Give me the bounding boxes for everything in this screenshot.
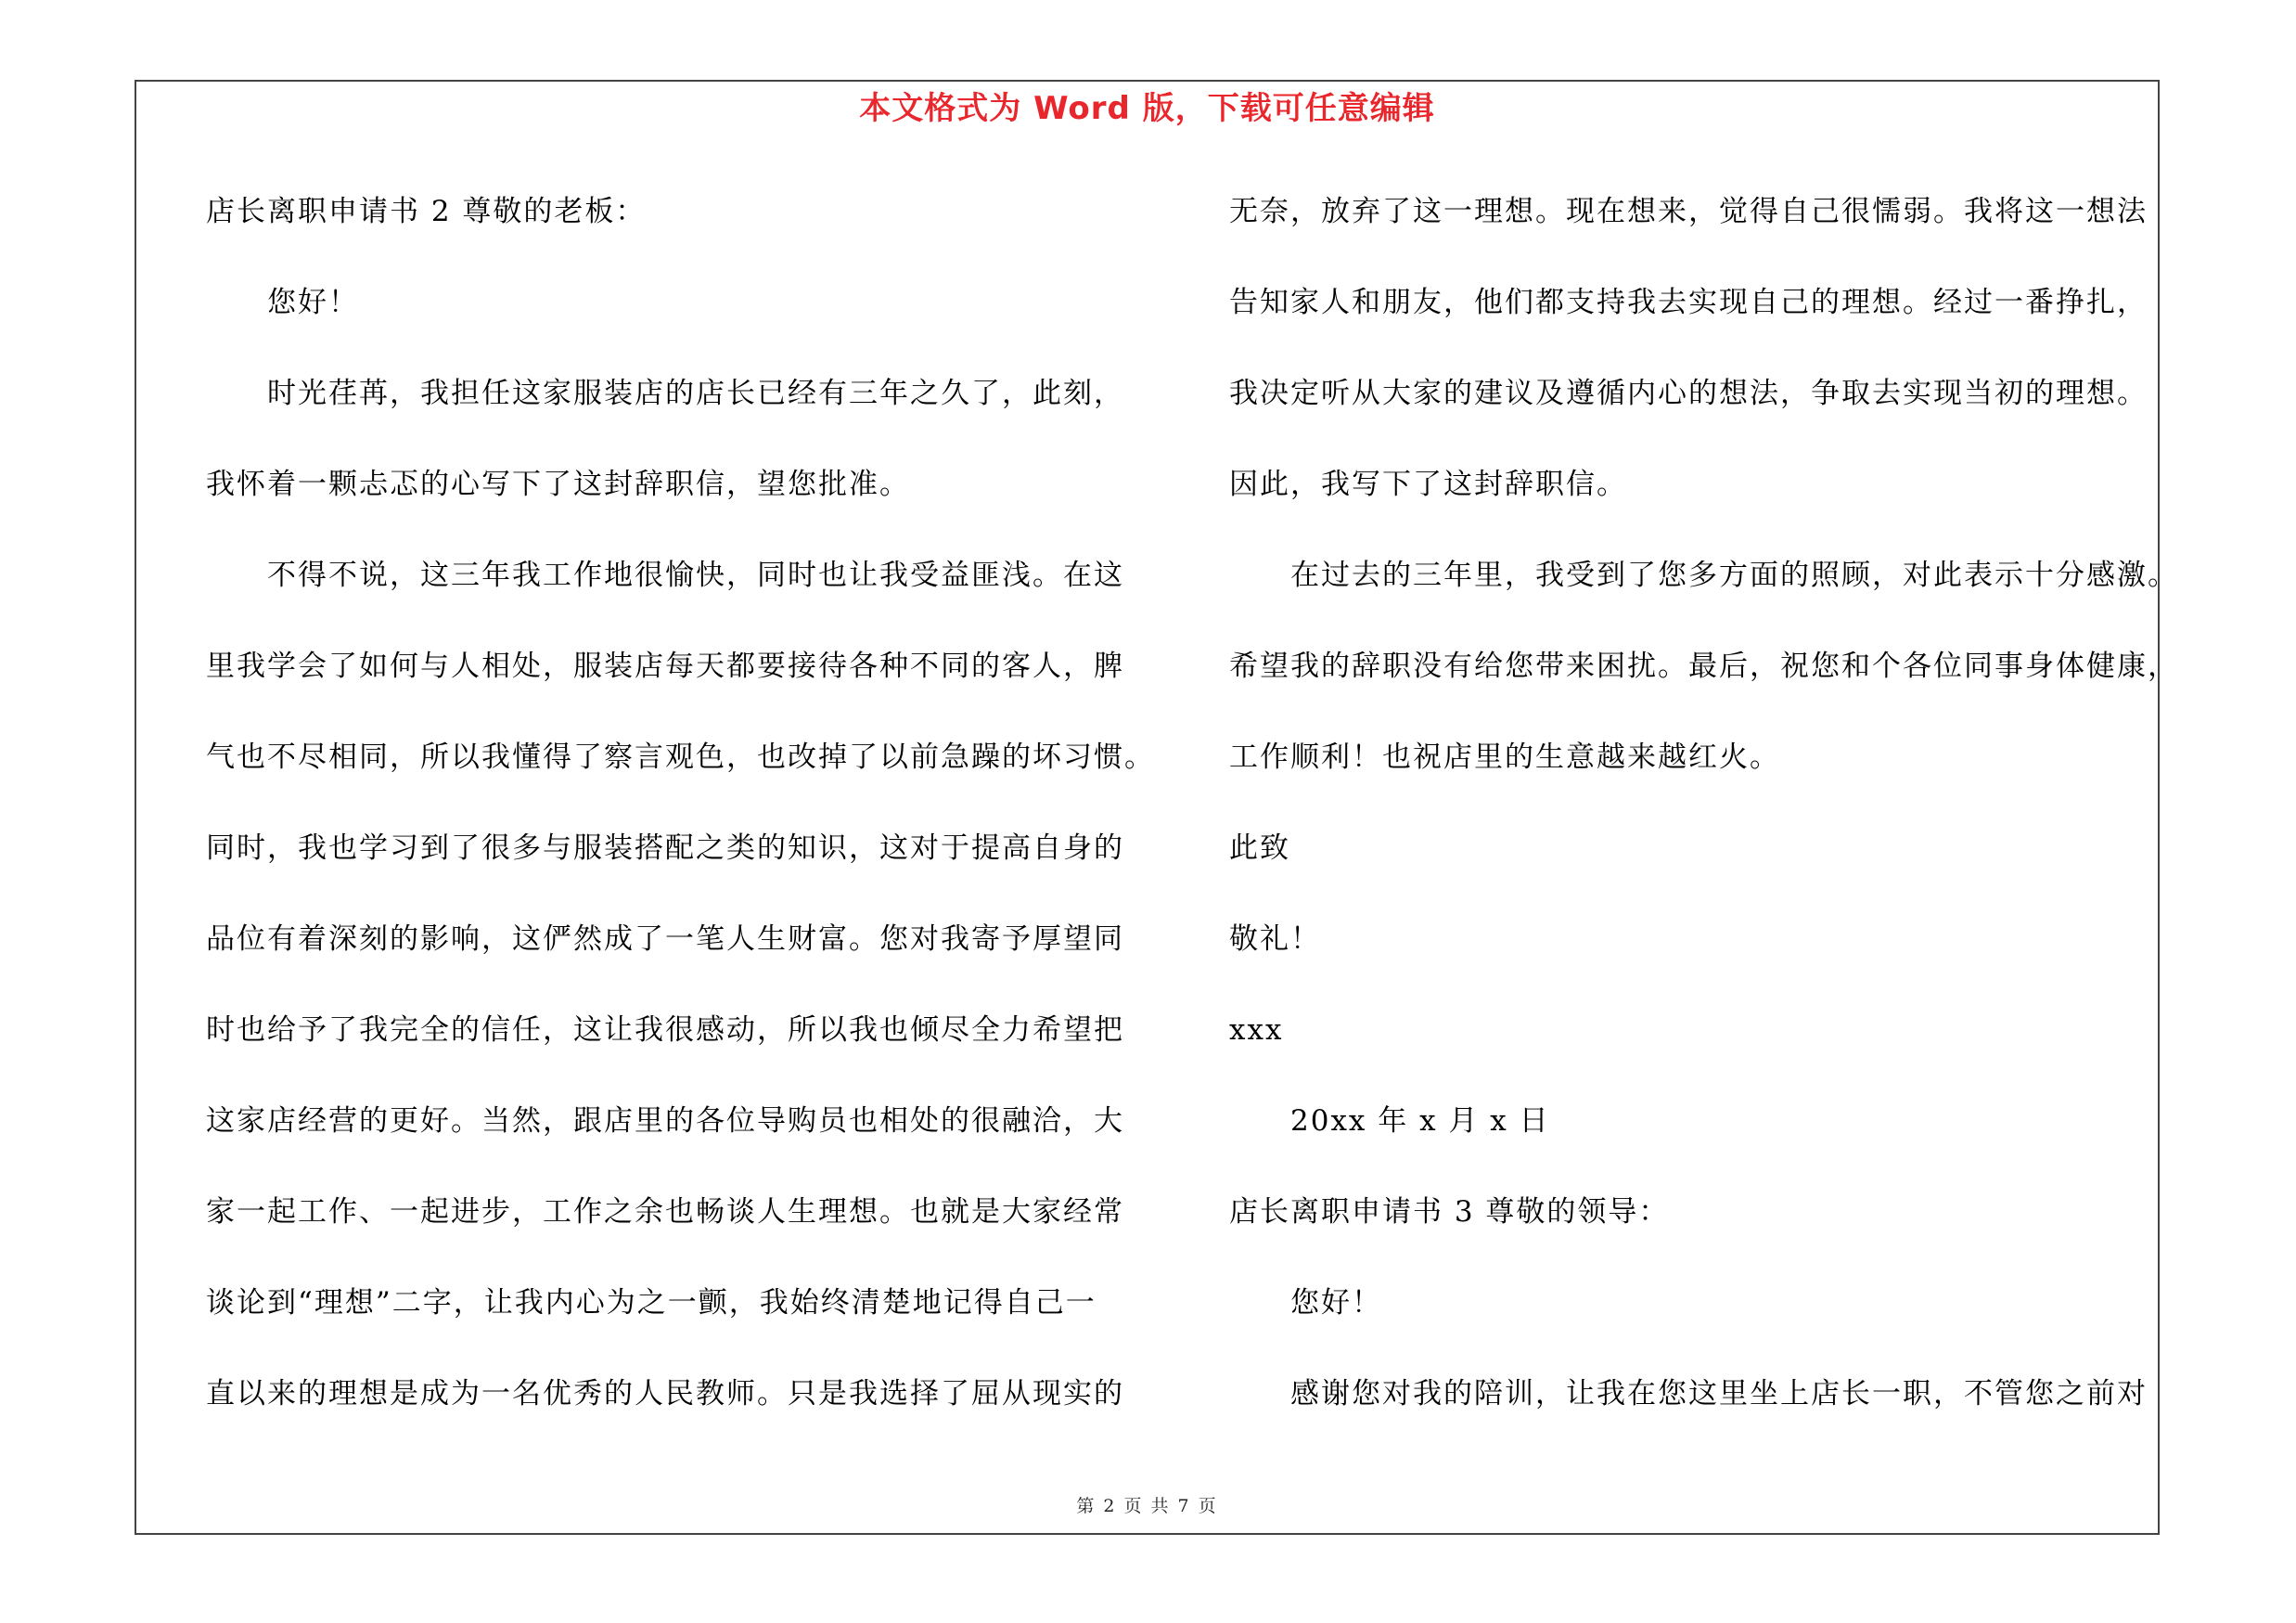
text-line: 因此，我写下了这封辞职信。 bbox=[1229, 468, 1627, 501]
text-line: 感谢您对我的陪训，让我在您这里坐上店长一职，不管您之前对 bbox=[1290, 1377, 2148, 1410]
format-notice-banner: 本文格式为 Word 版，下载可任意编辑 bbox=[859, 90, 1435, 127]
section-heading: 店长离职申请书 3 尊敬的领导： bbox=[1229, 1195, 1670, 1229]
text-line: 在过去的三年里，我受到了您多方面的照顾，对此表示十分感激。 bbox=[1290, 559, 2178, 592]
text-line: 告知家人和朋友，他们都支持我去实现自己的理想。经过一番挣扎， bbox=[1229, 286, 2148, 319]
closing-salutation: 此致 bbox=[1229, 831, 1290, 865]
left-column bbox=[206, 184, 1155, 1457]
text-line: 同时，我也学习到了很多与服装搭配之类的知识，这对于提高自身的 bbox=[206, 831, 1124, 865]
page-number: 第 2 页 共 7 页 bbox=[1076, 1496, 1218, 1516]
text-line: 这家店经营的更好。当然，跟店里的各位导购员也相处的很融洽，大 bbox=[206, 1104, 1124, 1138]
text-line: 我怀着一颗忐忑的心写下了这封辞职信，望您批准。 bbox=[206, 468, 910, 501]
text-line: 工作顺利！也祝店里的生意越来越红火。 bbox=[1229, 741, 1780, 774]
closing-respect: 敬礼！ bbox=[1229, 922, 1321, 956]
text-line: 不得不说，这三年我工作地很愉快，同时也让我受益匪浅。在这 bbox=[267, 559, 1124, 592]
text-line: 我决定听从大家的建议及遵循内心的想法，争取去实现当初的理想。 bbox=[1229, 377, 2148, 410]
text-line: 时也给予了我完全的信任，这让我很感动，所以我也倾尽全力希望把 bbox=[206, 1013, 1124, 1047]
text-line: 希望我的辞职没有给您带来困扰。最后，祝您和个各位同事身体健康， bbox=[1229, 650, 2178, 683]
text-line: 谈论到“理想”二字，让我内心为之一颤，我始终清楚地记得自己一 bbox=[206, 1286, 1097, 1320]
text-line: 您好！ bbox=[1290, 1286, 1382, 1320]
text-line: 品位有着深刻的影响，这俨然成了一笔人生财富。您对我寄予厚望同 bbox=[206, 922, 1124, 956]
text-line: 您好！ bbox=[267, 286, 359, 319]
text-line: 直以来的理想是成为一名优秀的人民教师。只是我选择了屈从现实的 bbox=[206, 1377, 1124, 1410]
text-line: 里我学会了如何与人相处，服装店每天都要接待各种不同的客人，脾 bbox=[206, 650, 1124, 683]
text-line: 家一起工作、一起进步，工作之余也畅谈人生理想。也就是大家经常 bbox=[206, 1195, 1124, 1229]
signature-name: xxx bbox=[1229, 1013, 1284, 1047]
text-line: 气也不尽相同，所以我懂得了察言观色，也改掉了以前急躁的坏习惯。 bbox=[206, 741, 1155, 774]
right-column bbox=[1229, 184, 2178, 1457]
text-line: 时光荏苒，我担任这家服装店的店长已经有三年之久了，此刻， bbox=[267, 377, 1124, 410]
text-line: 店长离职申请书 2 尊敬的老板： bbox=[206, 195, 647, 228]
signature-date: 20xx 年 x 月 x 日 bbox=[1290, 1104, 1550, 1138]
text-line: 无奈，放弃了这一理想。现在想来，觉得自己很懦弱。我将这一想法 bbox=[1229, 195, 2148, 228]
